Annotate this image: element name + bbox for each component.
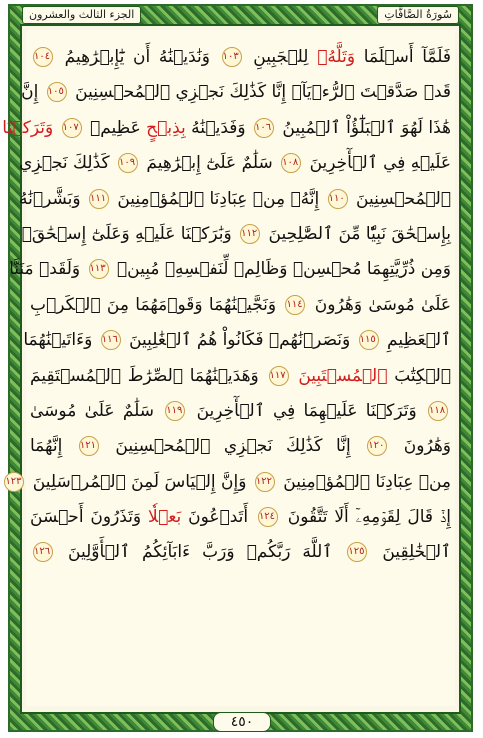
ayah-number-marker: ١٠٨ (281, 153, 301, 173)
verse-text: إِنَّهُۥ مِنۡ عِبَادِنَا ٱلۡمُؤۡمِنِينَ (111, 188, 325, 209)
text-line (21, 217, 451, 252)
ayah-number-marker: ١٠٥ (47, 82, 67, 102)
verse-text: عَلَيۡهِ فِي ٱلۡأٓخِرِينَ (304, 153, 451, 174)
verse-text: وَبَٰرَكۡنَا عَلَيۡهِ وَعَلَىٰٓ إِسۡحَٰقَۚ (21, 223, 238, 244)
verse-text: ٱللَّهَ رَبَّكُمۡ وَرَبَّ ءَابَآئِكُمُ ٱلۡأَوَّلِينَ (56, 542, 345, 563)
ayah-number-marker: ١٢٢ (255, 472, 275, 492)
verse-text: سَلَٰمٌ عَلَىٰ مُوسَىٰ (30, 400, 163, 421)
verse-text: وَفَدَيۡنَٰهُ (185, 117, 251, 138)
verse-text: وَتَذَرُونَ أَحۡسَنَ (30, 507, 148, 528)
text-line (30, 500, 451, 535)
ayah-number-marker: ١٢٦ (33, 542, 53, 562)
text-line (30, 359, 451, 394)
verse-text: وَنَجَّيۡنَٰهُمَا وَقَوۡمَهُمَا مِنَ ٱلۡكَرۡبِ (30, 294, 283, 315)
verse-text: فَلَمَّآ أَسۡلَمَا (355, 47, 452, 67)
verse-text: ٱلۡعَظِيمِ (381, 330, 451, 351)
verse-text: ٱلۡكِتَٰبَ (387, 365, 451, 386)
verse-text: مِنۡ عِبَادِنَا ٱلۡمُؤۡمِنِينَ (277, 471, 451, 492)
ayah-number-marker: ١٠٦ (254, 118, 274, 138)
ayah-number-marker: ١٢٤ (258, 507, 278, 527)
ayah-number-marker: ١٠٣ (222, 47, 242, 67)
ayah-number-marker: ١١٨ (428, 401, 448, 421)
page-header (22, 6, 459, 24)
highlighted-word: بَعۡلٗا (147, 507, 182, 528)
ayah-number-marker: ١١٧ (269, 366, 289, 386)
verse-text: إِنَّهُمَا (30, 436, 76, 457)
verse-text: عَظِيمٖ (84, 117, 147, 138)
verse-text: إِذۡ قَالَ لِقَوۡمِهِۦٓ أَلَا تَتَّقُونَ (280, 507, 451, 528)
verse-text: وَهَٰرُونَ (390, 436, 452, 457)
text-line (30, 535, 451, 570)
verse-text: ٱلۡخَٰلِقِينَ (370, 542, 451, 563)
verse-text: وَنَٰدَيۡنَٰهُ أَن يَٰٓإِبۡرَٰهِيمُ (56, 47, 219, 67)
page-number: ٤٥٠ (213, 712, 271, 732)
juz-label: الجزء الثالث والعشرون (22, 6, 141, 24)
verse-text: قَدۡ صَدَّقۡتَ ٱلرُّءۡيَآۚ إِنَّا كَذَٰلِكَ نَجۡزِي ٱلۡمُحۡسِنِينَ (69, 82, 451, 103)
verse-text: أَتَدۡعُونَ (181, 507, 255, 528)
text-line (30, 394, 451, 429)
ayah-number-marker: ١١٤ (285, 295, 305, 315)
ayah-number-marker: ١١٠ (328, 189, 348, 209)
ayah-number-marker: ١١٢ (240, 224, 260, 244)
text-line (23, 323, 451, 358)
ayah-number-marker: ١١١ (89, 189, 109, 209)
text-line (30, 429, 451, 464)
ayah-number-marker: ١٢٥ (347, 542, 367, 562)
verse-text: لِلۡجَبِينِ (244, 47, 318, 67)
highlighted-word: ٱلۡمُسۡتَبِينَ (298, 365, 388, 386)
verse-text: وَنَصَرۡنَٰهُمۡ فَكَانُواْ هُمُ ٱلۡغَٰلِبِينَ (123, 330, 356, 351)
verse-text: وَءَاتَيۡنَٰهُمَا (23, 330, 98, 351)
ayah-number-marker: ١٢٣ (4, 472, 24, 492)
text-line (21, 75, 451, 110)
verse-text: وَبَشَّرۡنَٰهُ (19, 188, 86, 209)
text-line (30, 40, 451, 75)
surah-name: سُورَةُ الصَّافَّاتِ (377, 6, 459, 24)
verse-text: ٱلۡمُحۡسِنِينَ (350, 188, 451, 209)
text-line (19, 146, 451, 181)
verse-text: هَٰذَا لَهُوَ ٱلۡبَلَٰٓؤُاْ ٱلۡمُبِينُ (276, 117, 451, 138)
text-line (9, 252, 451, 287)
verse-text: كَذَٰلِكَ نَجۡزِي (19, 153, 115, 174)
verse-text: وَتَرَكۡنَا عَلَيۡهِمَا فِي ٱلۡأٓخِرِينَ (188, 400, 425, 421)
quran-text (2, 40, 452, 680)
verse-text: عَلَىٰ مُوسَىٰ وَهَٰرُونَ (308, 294, 451, 315)
text-line (19, 182, 451, 217)
verse-text: بِإِسۡحَٰقَ نَبِيّٗا مِّنَ ٱلصَّٰلِحِينَ (263, 223, 451, 244)
ayah-number-marker: ١٢٠ (367, 436, 387, 456)
verse-text: سَلَٰمٌ عَلَىٰٓ إِبۡرَٰهِيمَ (141, 153, 279, 174)
verse-text (53, 118, 58, 138)
ayah-number-marker: ١١٩ (165, 401, 185, 421)
highlighted-word: وَتَرَكۡنَا (2, 117, 54, 138)
highlighted-word: بِذِبۡحٍ (146, 117, 186, 138)
text-line (5, 465, 451, 500)
verse-text: وَلَقَدۡ مَنَنَّا (9, 259, 86, 280)
verse-text: إِنَّا كَذَٰلِكَ نَجۡزِي ٱلۡمُحۡسِنِينَ (101, 436, 365, 457)
verse-text: وَمِن ذُرِّيَّتِهِمَا مُحۡسِنٞ وَظَالِمٞ لِّنَفۡسِهِۦ مُبِينٞ (111, 259, 451, 280)
ayah-number-marker: ١١٣ (89, 259, 109, 279)
ayah-number-marker: ١٠٧ (62, 118, 82, 138)
ayah-number-marker: ١٢١ (79, 436, 99, 456)
ayah-number-marker: ١٠٩ (118, 153, 138, 173)
text-line (2, 111, 451, 146)
ayah-number-marker: ١١٥ (359, 330, 379, 350)
verse-text: وَإِنَّ إِلۡيَاسَ لَمِنَ ٱلۡمُرۡسَلِينَ (27, 471, 252, 492)
verse-text: إِنَّ (21, 82, 44, 103)
verse-text: وَهَدَيۡنَٰهُمَا ٱلصِّرَٰطَ ٱلۡمُسۡتَقِيمَ (30, 365, 266, 386)
text-line (30, 288, 451, 323)
ayah-number-marker: ١١٦ (101, 330, 121, 350)
ayah-number-marker: ١٠٤ (33, 47, 53, 67)
highlighted-word: وَتَلَّهُۥ (317, 47, 356, 67)
